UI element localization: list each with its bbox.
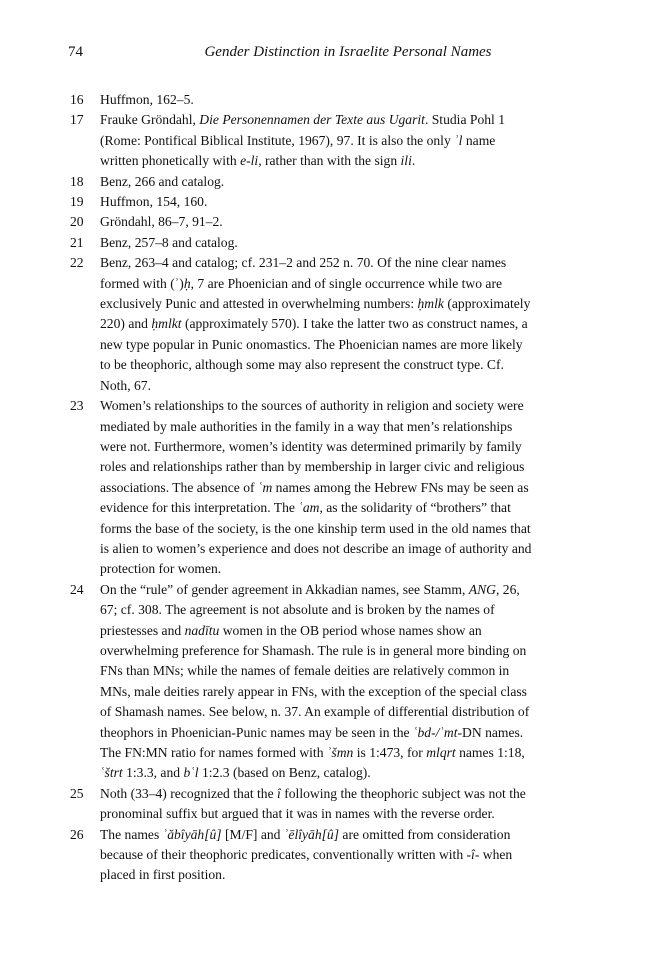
note-text-run: (approximately 570). I take the latter two as construct names, a new type popular in Punic onomastics. The Phoenician names are more likely to be theophoric, although some may also represent the construct type. Cf. Noth, 67. <box>100 316 528 393</box>
note-26 <box>70 825 532 886</box>
italic-term: ḥ <box>183 275 191 291</box>
italic-term: ʿam <box>298 500 320 516</box>
note-text-run: , as the solidarity of “brothers” that forms the base of the society, is the one kinship term used in the old names that is alien to women’s experience and does not describe an image of authority and protection for women. <box>100 500 532 577</box>
note-number: 20 <box>70 214 84 230</box>
note-22 <box>70 253 532 396</box>
note-text <box>100 784 532 825</box>
note-text-run: is 1:473, for <box>353 745 427 760</box>
note-text-run: name written phonetically with <box>100 132 496 169</box>
note-text-run: names among the Hebrew FNs may be seen as evidence for this interpretation. The <box>100 479 529 516</box>
note-text-run: , 26, 67; cf. 308. The agreement is not absolute and is broken by the names of priestesses and <box>100 581 520 638</box>
note-text-run: , 7 are Phoenician and of single occurrence while two are exclusively Punic and attested in overwhelming numbers: <box>100 275 503 312</box>
note-number: 26 <box>70 826 84 842</box>
italic-term: -î- <box>466 847 480 863</box>
italic-term: ʿm <box>257 479 273 495</box>
note-text-run: Women’s relationships to the sources of authority in religion and society were mediated by male authorities in the family in a way that men’s relationships were not. Furthermore, women’s identity was determined primarily by family roles and relationships rather than by membership in larger civic and religious associations. The absence of <box>100 398 525 495</box>
note-text <box>100 253 532 396</box>
note-text: Benz, 266 and catalog. <box>100 173 225 189</box>
running-title: Gender Distinction in Israelite Personal Names <box>204 44 492 60</box>
italic-term: e-li <box>240 153 259 169</box>
italic-term: ʾšmn <box>326 745 354 760</box>
note-number: 19 <box>70 194 84 210</box>
note-text-run: , rather than with the sign <box>258 153 401 169</box>
italic-term: ʿbd-/ʾmt <box>412 724 458 740</box>
note-20 <box>70 212 532 232</box>
note-text: Gröndahl, 86–7, 91–2. <box>100 214 223 230</box>
note-number: 17 <box>70 112 84 128</box>
italic-term: î <box>277 785 281 801</box>
note-text: Benz, 257–8 and catalog. <box>100 234 238 250</box>
note-number: 21 <box>70 234 84 250</box>
note-text-run: On the “rule” of gender agreement in Akkadian names, see Stamm, <box>100 581 469 597</box>
italic-term: ʾēlîyāh[û] <box>283 826 340 842</box>
italic-term: ḥmlkt <box>151 316 182 332</box>
note-text-run: [M/F] and <box>221 826 284 842</box>
note-text-run: names 1:18, <box>455 745 525 760</box>
note-25 <box>70 784 532 825</box>
note-number: 23 <box>70 398 84 414</box>
note-text-run: . Studia Pohl 1 (Rome: Pontifical Biblical Institute, 1967), 97. It is also the only <box>100 112 506 148</box>
note-number: 22 <box>70 255 84 271</box>
running-head <box>68 44 588 66</box>
italic-term: ili <box>400 153 412 169</box>
endnotes <box>70 90 532 886</box>
italic-term: ḥmlk <box>417 296 444 312</box>
note-text-run: Benz, 263–4 and catalog; cf. 231–2 and 252 n. 70. Of the nine clear names formed with (ʾ) <box>100 255 507 291</box>
italic-term: ANG <box>468 581 496 597</box>
note-text-run: -DN names. The FN:MN ratio for names formed with <box>100 724 524 760</box>
note-text-run: 1:2.3 (based on Benz, catalog). <box>198 765 371 781</box>
note-text: Huffmon, 162–5. <box>100 92 194 107</box>
note-21 <box>70 233 532 253</box>
note-text-run: are omitted from consideration because of their theophoric predicates, conventionally written with <box>100 826 511 863</box>
note-19 <box>70 192 532 212</box>
note-text-run: (approximately 220) and <box>100 296 531 332</box>
note-text-run: when placed in first position. <box>100 847 513 883</box>
note-text-run: The names <box>100 826 163 842</box>
page-number: 74 <box>68 44 83 60</box>
note-text <box>100 110 532 171</box>
italic-term: nadītu <box>184 622 220 638</box>
note-16 <box>70 90 532 110</box>
note-17 <box>70 110 532 171</box>
note-number: 25 <box>70 785 84 801</box>
note-18 <box>70 172 532 192</box>
italic-term: bʿl <box>183 765 199 781</box>
note-text-run: 1:3.3, and <box>122 765 184 781</box>
note-number: 16 <box>70 92 84 107</box>
note-text <box>100 825 532 886</box>
note-text <box>100 580 532 784</box>
italic-term: ʾăbîyāh[û] <box>162 826 222 842</box>
note-24 <box>70 580 532 784</box>
italic-title: Die Personennamen der Texte aus Ugarit <box>199 112 425 128</box>
note-text <box>100 396 532 580</box>
italic-term: ʾl <box>454 132 463 148</box>
italic-term: ʿštrt <box>100 765 123 781</box>
note-text-run: Frauke Gröndahl, <box>100 112 200 128</box>
note-text-run: women in the OB period whose names show an overwhelming preference for Shamash. The rule is in general more binding on FNs than MNs; while the names of female deities are relatively common in MNs, male deities rarely appear in FNs, with the exception of the special class of Shamash names. See below, n. 37. An example of differential distribution of theophors in Phoenician-Punic names may be seen in the <box>100 622 530 740</box>
note-number: 24 <box>70 581 84 597</box>
note-text: Huffmon, 154, 160. <box>100 194 208 210</box>
note-23 <box>70 396 532 580</box>
note-text-run: Noth (33–4) recognized that the <box>100 785 278 801</box>
note-text-run: following the theophoric subject was not the pronominal suffix but argued that it was in names with the reverse order. <box>100 785 526 822</box>
note-text-run: . <box>411 153 416 169</box>
note-number: 18 <box>70 173 84 189</box>
italic-term: mlqrt <box>426 745 456 760</box>
